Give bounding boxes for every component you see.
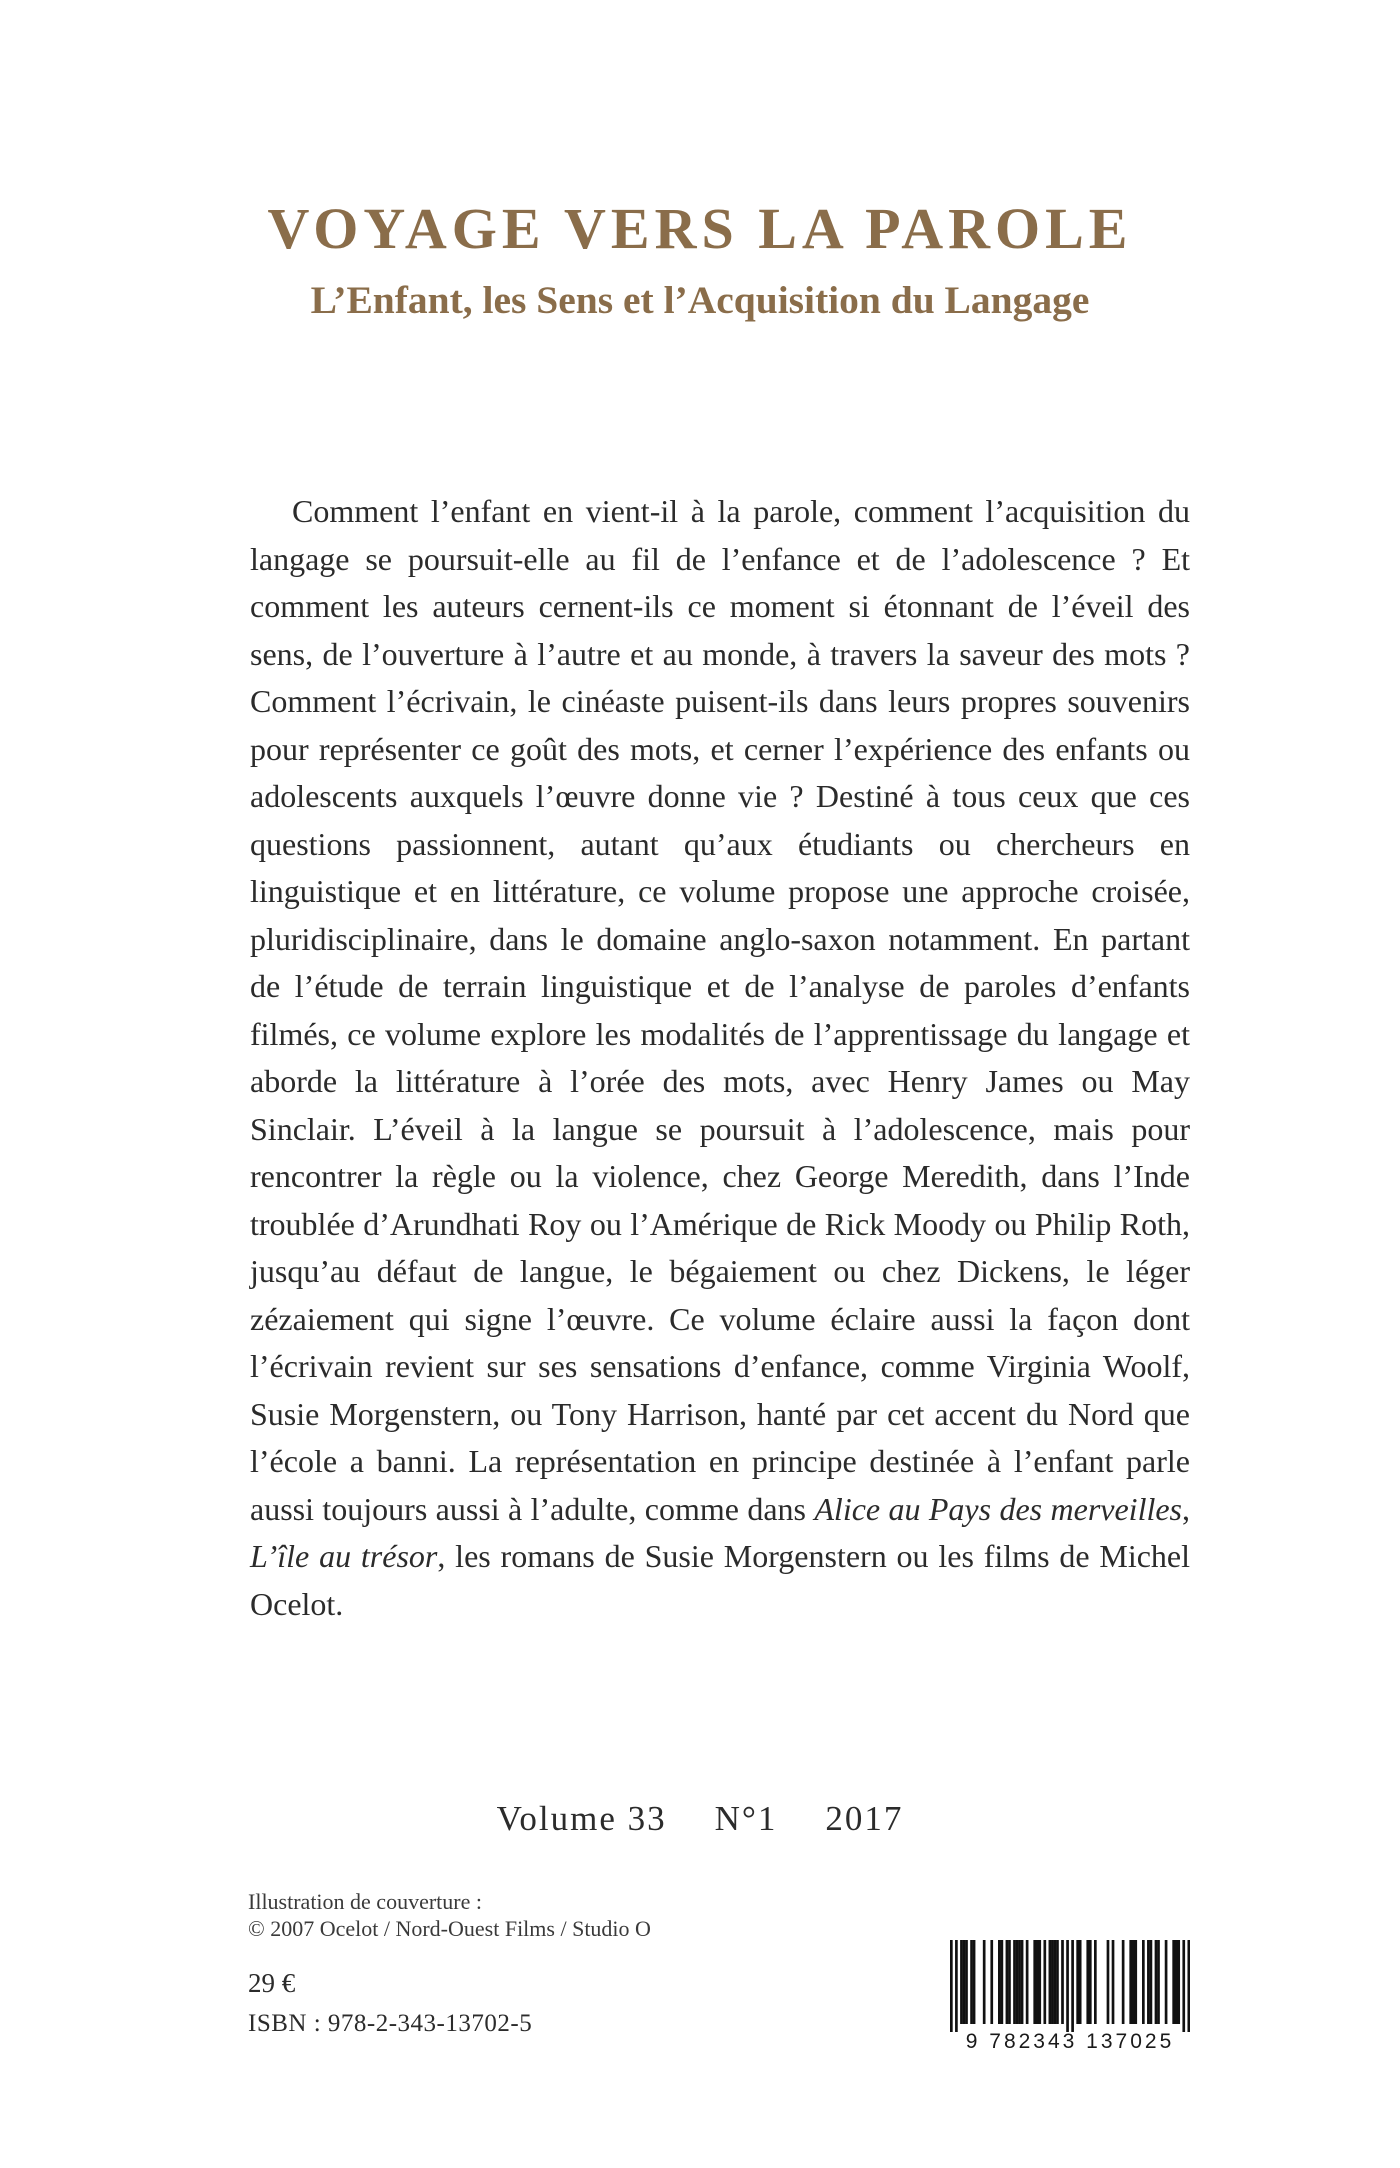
barcode-bar: [998, 1940, 1001, 2024]
barcode-bar: [1177, 1940, 1180, 2024]
barcode-bar: [1049, 1940, 1052, 2024]
barcode-bar: [950, 1940, 953, 2032]
barcode-bar: [983, 1940, 986, 2024]
barcode-bar: [1013, 1940, 1016, 2024]
book-title: VOYAGE VERS LA PAROLE: [267, 196, 1133, 261]
barcode-bar: [955, 1940, 958, 2032]
issue-number: N°1: [714, 1799, 778, 1838]
barcode-bars: [950, 1940, 1190, 2032]
barcode-bar: [1157, 1940, 1160, 2024]
barcode-bar: [1018, 1940, 1021, 2024]
barcode-bar: [1134, 1940, 1137, 2024]
body-text-c: , les romans de Susie Morgenstern ou les films de Michel Ocelot.: [250, 1538, 1191, 1622]
body-italic-b: L’île au trésor: [250, 1538, 438, 1574]
barcode-bar: [1122, 1940, 1125, 2024]
barcode-bar: [1054, 1940, 1057, 2024]
barcode-bar: [1086, 1940, 1089, 2024]
barcode-bar: [1150, 1940, 1153, 2024]
barcode-bar: [1129, 1940, 1132, 2024]
barcode: [950, 1940, 1190, 2054]
body-italic-a: Alice au Pays des merveilles: [814, 1490, 1183, 1527]
barcode-bar: [1043, 1940, 1046, 2024]
barcode-bar: [1021, 1940, 1024, 2024]
barcode-bar: [990, 1940, 993, 2024]
barcode-bar: [1132, 1940, 1135, 2024]
barcode-bar: [970, 1940, 973, 2024]
barcode-bar: [1016, 1940, 1019, 2024]
barcode-bar: [1142, 1940, 1145, 2024]
barcode-bar: [1187, 1940, 1190, 2032]
barcode-bar: [1079, 1940, 1082, 2024]
barcode-bar: [1165, 1940, 1168, 2024]
back-cover-blurb: [250, 488, 1190, 1628]
barcode-bar: [1038, 1940, 1041, 2024]
barcode-bar: [1066, 1940, 1069, 2032]
barcode-bar: [1182, 1940, 1185, 2032]
barcode-bar: [1056, 1940, 1059, 2024]
issue-info: [0, 1801, 1400, 1836]
credits-label: Illustration de couverture :: [248, 1889, 482, 1914]
barcode-bar: [1033, 1940, 1036, 2024]
barcode-bar: [1094, 1940, 1097, 2024]
barcode-bar: [965, 1940, 968, 2024]
barcode-bar: [1051, 1940, 1054, 2024]
barcode-bar: [1089, 1940, 1092, 2024]
barcode-bar: [973, 1940, 976, 2024]
barcode-number: 9 782343 137025: [965, 2030, 1175, 2053]
isbn: ISBN : 978-2-343-13702-5: [248, 2010, 533, 2037]
barcode-bar: [1147, 1940, 1150, 2024]
barcode-bar: [1008, 1940, 1011, 2024]
barcode-bar: [1172, 1940, 1175, 2024]
body-text-a: Comment l’enfant en vient-il à la parole, comment l’acquisition du langage se poursuit-elle au fil de l’enfance et de l’adolescence ? Et comment les auteurs cernent-ils ce moment si étonnant de l’éveil des sens, de l’ouverture à l’autre et au monde, à travers la saveur des mots ? Comment l’écrivain, le cinéaste puisent-ils dans leurs propres souvenirs pour représenter ce goût des mots, et cerner l’expérience des enfants ou adolescents auxquels l’œuvre donne vie ? Destiné à tous ceux que ces questions passionnent, autant qu’aux étudiants ou chercheurs en linguistique et en littérature, ce volume propose une approche croisée, pluridisciplinaire, dans le domaine anglo-saxon notamment. En partant de l’étude de terrain linguistique et de l’analyse de paroles d’enfants filmés, ce volume explore les modalités de l’apprentissage du langage et aborde la littérature à l’orée des mots, avec Henry James ou May Sinclair. L’éveil à la langue se poursuit à l’adolescence, mais pour rencontrer la règle ou la violence, chez George Meredith, dans l’Inde troublée d’Arundhati Roy ou l’Amérique de Rick Moody ou Philip Roth, jusqu’au défaut de langue, le bégaiement ou chez Dickens, le léger zézaiement qui signe l’œuvre. Ce volume éclaire aussi la façon dont l’écrivain revient sur ses sensations d’enfance, comme Virginia Woolf, Susie Morgenstern, ou Tony Harrison, hanté par cet accent du Nord que l’école a banni. La représentation en principe destinée à l’enfant parle aussi toujours aussi à l’adulte, comme dans: [250, 493, 1190, 1527]
barcode-bar: [1107, 1940, 1110, 2024]
body-text-b: ,: [1182, 1490, 1191, 1527]
barcode-bar: [963, 1940, 966, 2024]
barcode-bar: [1026, 1940, 1029, 2024]
barcode-bar: [1061, 1940, 1064, 2024]
barcode-bar: [1112, 1940, 1115, 2024]
issue-volume: Volume 33: [496, 1799, 667, 1838]
barcode-bar: [1175, 1940, 1178, 2024]
barcode-bar: [960, 1940, 963, 2024]
book-subtitle: L’Enfant, les Sens et l’Acquisition du Langage: [310, 278, 1090, 322]
barcode-bar: [1076, 1940, 1079, 2024]
barcode-bar: [1071, 1940, 1074, 2032]
barcode-bar: [1001, 1940, 1004, 2024]
barcode-bar: [1155, 1940, 1158, 2024]
barcode-bar: [1006, 1940, 1009, 2024]
issue-year: 2017: [825, 1799, 904, 1838]
cover-credits: [248, 1888, 651, 1942]
barcode-bar: [1036, 1940, 1039, 2024]
price: 29 €: [248, 1968, 296, 1998]
credits-copyright: © 2007 Ocelot / Nord-Ouest Films / Studio O: [248, 1916, 651, 1941]
